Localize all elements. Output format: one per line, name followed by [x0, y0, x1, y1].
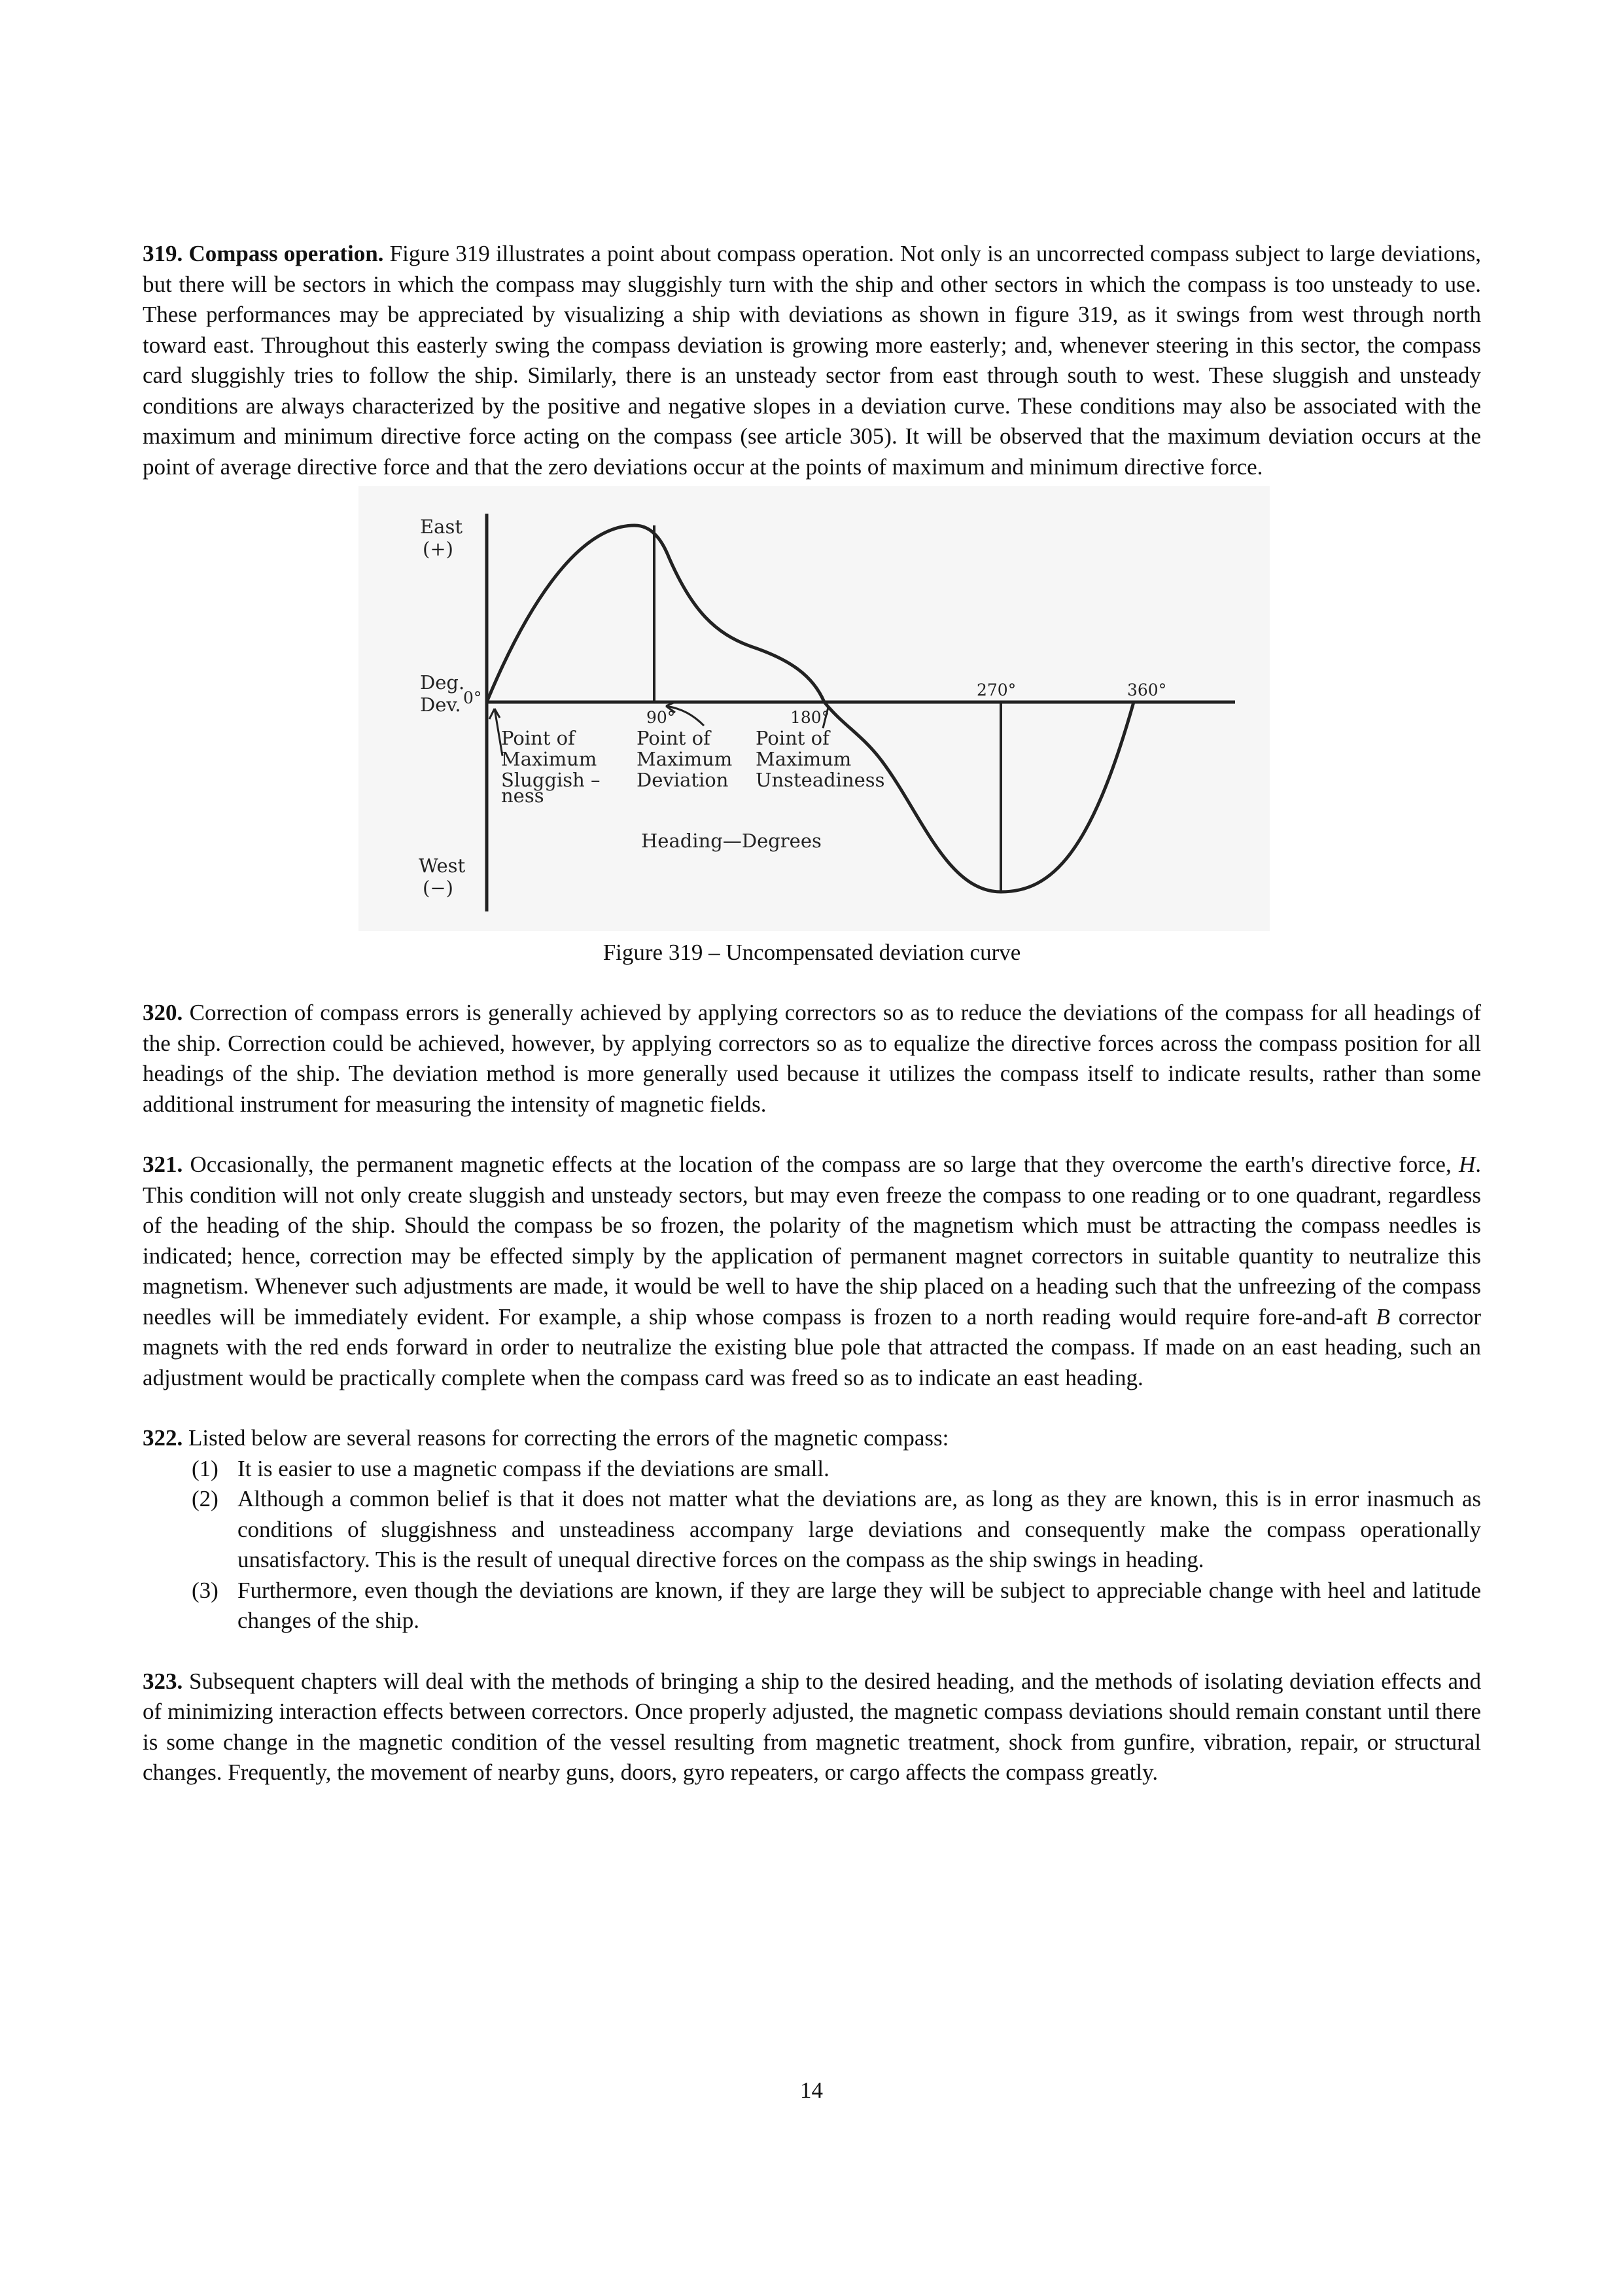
- tick-label-90: 90°: [646, 708, 676, 727]
- section-319-text: Figure 319 illustrates a point about compass operation. Not only is an uncorrected compass subject to large deviations, but there will be sectors in which the compass may sluggishly turn with the ship and other sectors in which the compass is too unsteady to use. These performances may be appreciated by visualizing a ship with deviations as shown in figure 319, as it swings from west through north toward east. Throughout this easterly swing the compass deviation is growing more easterly; and, whenever steering in this sector, the compass card sluggishly tries to follow the ship. Similarly, there is an unsteady sector from east through south to west. These sluggish and unsteady conditions are always characterized by the positive and negative slopes in a deviation curve. These conditions may also be associated with the maximum and minimum directive force acting on the compass (see article 305). It will be observed that the maximum deviation occurs at the point of average directive force and that the zero deviations occur at the points of maximum and minimum directive force.: [143, 241, 1481, 480]
- tick-label-0: 0°: [463, 688, 482, 707]
- section-322: [143, 1423, 1481, 1454]
- y-label-minus: (−): [423, 877, 453, 899]
- section-320-text: Correction of compass errors is generally achieved by applying correctors so as to reduce the deviations of the compass for all headings of the ship. Correction could be achieved, however, by applying correctors so as to equalize the directive forces across the compass position for all headings of the ship. The deviation method is more generally used because it utilizes the compass itself to indicate results, rather than some additional instrument for measuring the intensity of magnetic fields.: [143, 1000, 1481, 1117]
- annotation-3-line-3: Unsteadiness: [756, 769, 885, 791]
- list-item-text: Although a common belief is that it does not matter what the deviations are, as long as they are known, this is in error inasmuch as conditions of sluggishness and unsteadiness accompany large deviations and consequently make the compass operationally unsatisfactory. This is the result of unequal directive forces on the compass as the ship swings in heading.: [237, 1486, 1481, 1572]
- section-321-italic-h: H: [1458, 1152, 1476, 1177]
- section-323: [143, 1667, 1481, 1788]
- section-321: [143, 1150, 1481, 1393]
- annotation-2-line-1: Point of: [637, 727, 710, 749]
- tick-label-270: 270°: [977, 680, 1017, 699]
- list-item-number: (3): [192, 1577, 218, 1603]
- list-item-text: Furthermore, even though the deviations are known, if they are large they will be subject to appreciable change with heel and latitude changes of the ship.: [237, 1577, 1481, 1633]
- annotation-2-line-3: Deviation: [637, 769, 729, 791]
- y-label-deg: Deg.: [420, 671, 465, 694]
- section-321-heading: 321.: [143, 1152, 183, 1177]
- annotation-1-line-3: Sluggish –: [501, 769, 601, 791]
- x-axis-label: Heading—Degrees: [641, 830, 822, 852]
- section-321-text-c: corrector magnets with the red ends forward in order to neutralize the existing blue pole that attracted the compass. If made on an east heading, such an adjustment would be practically complete when the compass card was freed so as to indicate an east heading.: [143, 1303, 1481, 1390]
- list-item-number: (1): [192, 1455, 218, 1481]
- annotation-3-line-1: Point of: [756, 727, 829, 749]
- annotation-3-line-2: Maximum: [756, 748, 852, 770]
- annotation-1-line-2: Maximum: [501, 748, 597, 770]
- y-label-west: West: [419, 855, 466, 877]
- figure-caption: Figure 319 – Uncompensated deviation curve: [602, 940, 1021, 965]
- figure-319: [358, 486, 1270, 931]
- list-item: [143, 1454, 1481, 1485]
- deviation-curve-diagram: [358, 486, 1270, 931]
- list-item-text: It is easier to use a magnetic compass if the deviations are small.: [237, 1455, 829, 1481]
- y-label-east: East: [420, 516, 462, 538]
- section-321-text-a: Occasionally, the permanent magnetic effects at the location of the compass are so large that they overcome the earth's directive force,: [183, 1152, 1459, 1177]
- tick-label-360: 360°: [1127, 680, 1167, 699]
- list-item: [143, 1484, 1481, 1576]
- annotation-1-line-1: Point of: [501, 727, 575, 749]
- section-320: [143, 998, 1481, 1120]
- section-321-italic-b: B: [1376, 1303, 1390, 1330]
- page-number: 14: [800, 2077, 823, 2103]
- section-320-heading: 320.: [143, 1000, 183, 1025]
- reasons-list: [143, 1454, 1481, 1636]
- y-label-dev: Dev.: [420, 694, 461, 716]
- tick-label-180: 180°: [790, 708, 830, 727]
- annotation-1-line-4: ness: [501, 785, 544, 807]
- section-322-text: Listed below are several reasons for correcting the errors of the magnetic compass:: [183, 1425, 949, 1451]
- section-319: [143, 239, 1481, 482]
- y-label-plus: (+): [423, 538, 453, 560]
- section-319-heading: 319. Compass operation.: [143, 241, 384, 266]
- annotation-2-line-2: Maximum: [637, 748, 733, 770]
- section-323-text: Subsequent chapters will deal with the methods of bringing a ship to the desired heading, and the methods of isolating deviation effects and of minimizing interaction effects between correctors. Once properly adjusted, the magnetic compass deviations should remain constant until there is some change in the magnetic condition of the vessel resulting from magnetic treatment, shock from gunfire, vibration, repair, or structural changes. Frequently, the movement of nearby guns, doors, gyro repeaters, or cargo affects the compass greatly.: [143, 1668, 1481, 1785]
- section-321-text-b: . This condition will not only create sluggish and unsteady sectors, but may even freeze the compass to one reading or to one quadrant, regardless of the heading of the ship. Should the compass be so frozen, the polarity of the magnetism which must be attracting the compass needles is indicated; hence, correction may be effected simply by the application of permanent magnet correctors in suitable quantity to neutralize this magnetism. Whenever such adjustments are made, it would be well to have the ship placed on a heading such that the unfreezing of the compass needles will be immediately evident. For example, a ship whose compass is frozen to a north reading would require fore-and-aft: [143, 1152, 1481, 1330]
- section-323-heading: 323.: [143, 1668, 183, 1694]
- list-item: [143, 1576, 1481, 1636]
- page-content: [143, 239, 1481, 1788]
- section-322-heading: 322.: [143, 1425, 183, 1451]
- list-item-number: (2): [192, 1486, 218, 1511]
